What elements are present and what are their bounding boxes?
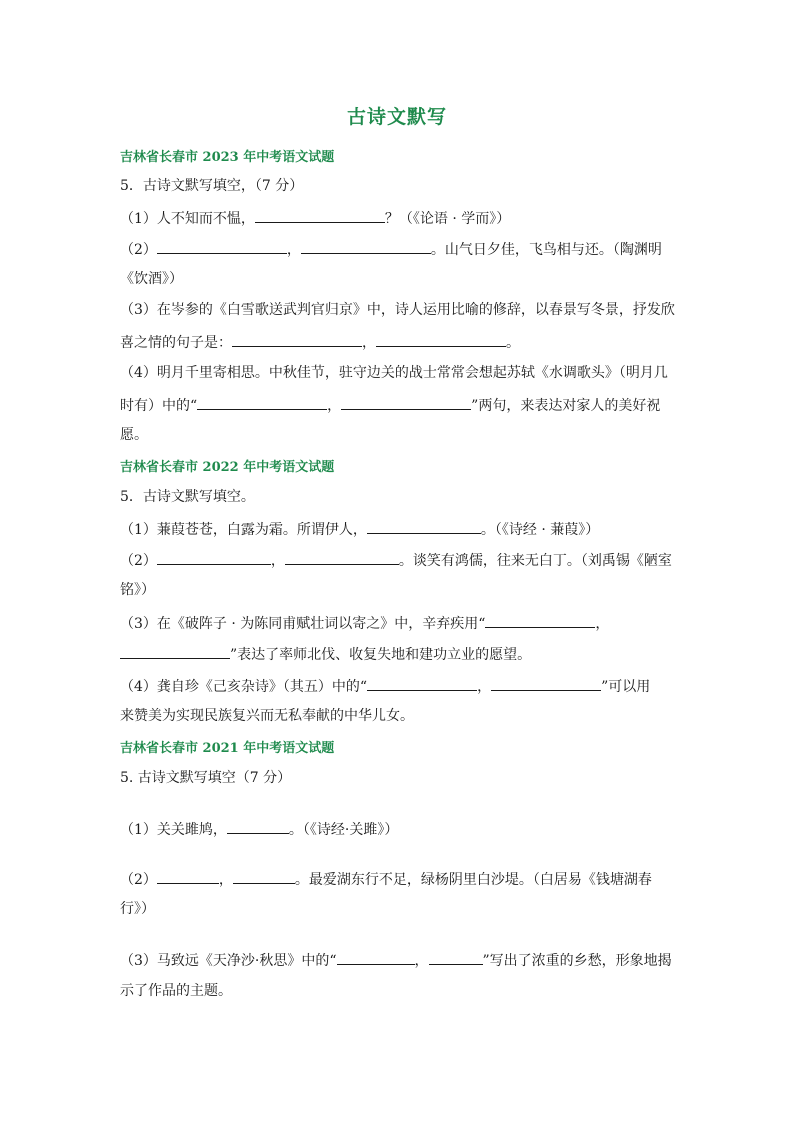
answer-blank[interactable] [157, 548, 271, 565]
answer-blank[interactable] [301, 237, 431, 254]
answer-blank[interactable] [255, 206, 385, 223]
answer-blank[interactable] [367, 517, 481, 534]
question-2: （2） ， 。谈笑有鸿儒，往来无白丁。（刘禹锡《陋室 [120, 548, 680, 572]
question-2-cont: 行》） [120, 901, 155, 917]
answer-blank[interactable] [232, 330, 362, 347]
question-heading: 5．古诗文默写填空。 [120, 489, 255, 505]
question-2: （2） ， 。最爱湖东行不足，绿杨阴里白沙堤。（白居易《钱塘湖春 [120, 867, 680, 891]
answer-blank[interactable] [337, 948, 415, 965]
question-3-cont: 示了作品的主题。 [120, 983, 232, 999]
answer-blank[interactable] [491, 674, 601, 691]
question-1: （1）蒹葭苍苍，白露为霜。所谓伊人， 。（《诗经 · 蒹葭》） [120, 517, 680, 541]
answer-blank[interactable] [429, 948, 483, 965]
question-heading: 5. 古诗文默写填空（7 分） [120, 770, 292, 786]
question-4: （4）明月千里寄相思。中秋佳节，驻守边关的战士常常会想起苏轼《水调歌头》（明月几 [120, 365, 668, 381]
question-3-cont: 喜之情的句子是： ， 。 [120, 330, 680, 354]
answer-blank[interactable] [341, 393, 471, 410]
question-4-cont: 来赞美为实现民族复兴而无私奉献的中华儿女。 [120, 708, 414, 724]
answer-blank[interactable] [376, 330, 506, 347]
answer-blank[interactable] [157, 237, 287, 254]
question-3: （3）在《破阵子 · 为陈同甫赋壮词以寄之》中，辛弃疾用“ ， [120, 611, 680, 635]
answer-blank[interactable] [227, 817, 289, 834]
answer-blank[interactable] [485, 611, 595, 628]
question-2-cont: 铭》） [120, 582, 155, 598]
question-3: （3）在岑参的《白雪歌送武判官归京》中，诗人运用比喻的修辞，以春景写冬景，抒发欣 [120, 302, 675, 318]
question-2: （2） ， 。山气日夕佳，飞鸟相与还。（陶渊明 [120, 237, 680, 261]
section-heading-2021: 吉林省长春市 2021 年中考语文试题 [120, 741, 335, 756]
answer-blank[interactable] [197, 393, 327, 410]
question-1: （1）关关雎鸠， 。（《诗经·关雎》） [120, 817, 680, 841]
section-heading-2022: 吉林省长春市 2022 年中考语文试题 [120, 460, 335, 475]
question-2-cont: 《饮酒》） [120, 271, 183, 287]
answer-blank[interactable] [285, 548, 399, 565]
answer-blank[interactable] [233, 867, 295, 884]
question-3: （3）马致远《天净沙·秋思》中的“ ， ”写出了浓重的乡愁，形象地揭 [120, 948, 680, 972]
section-heading-2023: 吉林省长春市 2023 年中考语文试题 [120, 150, 335, 165]
question-1: （1）人不知而不愠， ？（《论语 · 学而》） [120, 206, 680, 230]
page-title: 古诗文默写 [346, 106, 447, 128]
question-4-end: 愿。 [120, 427, 148, 443]
question-3-cont: ”表达了率师北伐、收复失地和建功立业的愿望。 [120, 642, 680, 666]
question-4: （4）龚自珍《己亥杂诗》（其五）中的“ ， ”可以用 [120, 674, 680, 698]
question-heading: 5．古诗文默写填空，（7 分） [120, 178, 304, 194]
answer-blank[interactable] [120, 642, 230, 659]
question-4-cont: 时有）中的“ ， ”两句，来表达对家人的美好祝 [120, 393, 680, 417]
answer-blank[interactable] [157, 867, 219, 884]
answer-blank[interactable] [367, 674, 477, 691]
